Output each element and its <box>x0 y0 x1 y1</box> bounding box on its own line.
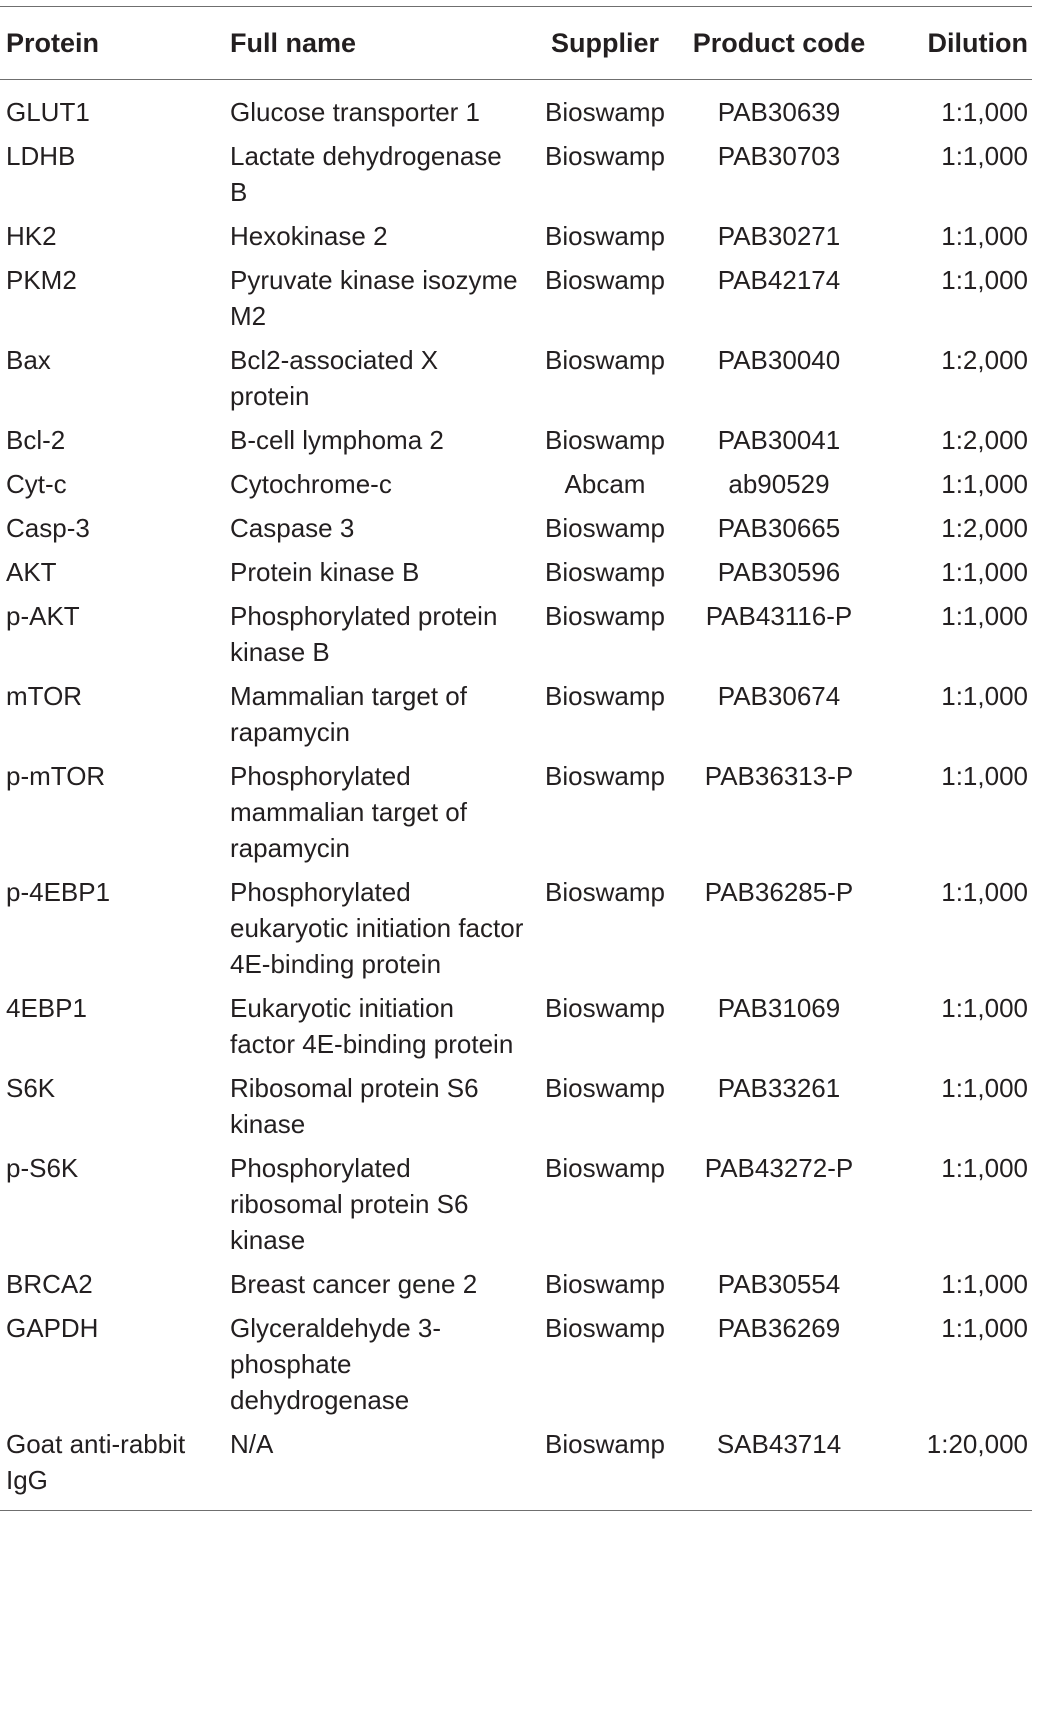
cell-protein: S6K <box>6 1073 56 1103</box>
cell-product-code: PAB30040 <box>717 345 841 375</box>
cell-protein: p-S6K <box>6 1153 79 1183</box>
table-row <box>0 674 1032 754</box>
cell-supplier: Bioswamp <box>545 681 665 711</box>
cell-full-name: Mammalian target of rapamycin <box>230 681 467 747</box>
cell-supplier: Bioswamp <box>545 993 665 1023</box>
header-product-code: Product code <box>692 28 866 58</box>
cell-full-name: Bcl2-associated X protein <box>230 345 439 411</box>
cell-full-name: Phosphorylated eukaryotic initiation factor 4E-binding protein <box>230 877 524 979</box>
cell-product-code: PAB30703 <box>717 141 841 171</box>
table-row <box>0 214 1032 258</box>
cell-product-code: PAB31069 <box>717 993 841 1023</box>
table-row <box>0 550 1032 594</box>
table-row <box>0 80 1032 135</box>
cell-protein: mTOR <box>6 681 83 711</box>
cell-full-name: Cytochrome-c <box>230 469 392 499</box>
table-row <box>0 1262 1032 1306</box>
cell-full-name: Eukaryotic initiation factor 4E-binding protein <box>230 993 514 1059</box>
cell-dilution: 1:1,000 <box>941 221 1028 251</box>
cell-dilution: 1:1,000 <box>941 993 1028 1023</box>
table-row <box>0 594 1032 674</box>
cell-supplier: Bioswamp <box>545 601 665 631</box>
header-row <box>0 7 1032 80</box>
cell-product-code: PAB43116-P <box>705 601 853 631</box>
cell-dilution: 1:1,000 <box>941 141 1028 171</box>
cell-full-name: Ribosomal protein S6 kinase <box>230 1073 479 1139</box>
cell-supplier: Bioswamp <box>545 557 665 587</box>
cell-protein: Bax <box>6 345 51 375</box>
header-dilution: Dilution <box>927 28 1028 58</box>
table-row <box>0 1066 1032 1146</box>
cell-product-code: PAB30554 <box>717 1269 841 1299</box>
cell-supplier: Abcam <box>564 469 646 499</box>
cell-product-code: PAB42174 <box>717 265 841 295</box>
cell-protein: GAPDH <box>6 1313 99 1343</box>
cell-protein: Casp-3 <box>6 513 90 543</box>
cell-protein: GLUT1 <box>6 97 90 127</box>
cell-dilution: 1:1,000 <box>941 1073 1028 1103</box>
cell-product-code: PAB30639 <box>717 97 841 127</box>
cell-protein: p-AKT <box>6 601 80 631</box>
header-full-name: Full name <box>230 28 357 58</box>
cell-dilution: 1:1,000 <box>941 1313 1028 1343</box>
cell-dilution: 1:1,000 <box>941 761 1028 791</box>
table-header <box>0 7 1032 80</box>
cell-protein: p-4EBP1 <box>6 877 111 907</box>
cell-protein: Goat anti-rabbit IgG <box>6 1429 186 1495</box>
cell-protein: AKT <box>6 557 57 587</box>
cell-product-code: PAB43272-P <box>704 1153 854 1183</box>
cell-product-code: PAB33261 <box>717 1073 841 1103</box>
table-row <box>0 462 1032 506</box>
cell-product-code: PAB36313-P <box>704 761 854 791</box>
cell-dilution: 1:1,000 <box>941 469 1028 499</box>
antibody-table <box>0 6 1032 1511</box>
cell-dilution: 1:1,000 <box>941 877 1028 907</box>
cell-product-code: PAB30674 <box>717 681 841 711</box>
cell-dilution: 1:1,000 <box>941 601 1028 631</box>
cell-full-name: B-cell lymphoma 2 <box>230 425 444 455</box>
cell-supplier: Bioswamp <box>545 877 665 907</box>
cell-dilution: 1:1,000 <box>941 1269 1028 1299</box>
cell-protein: 4EBP1 <box>6 993 87 1023</box>
cell-supplier: Bioswamp <box>545 221 665 251</box>
cell-supplier: Bioswamp <box>545 761 665 791</box>
table-row <box>0 1146 1032 1262</box>
cell-supplier: Bioswamp <box>545 1269 665 1299</box>
cell-protein: Bcl-2 <box>6 425 66 455</box>
cell-product-code: PAB36285-P <box>704 877 854 907</box>
cell-full-name: Caspase 3 <box>230 513 355 543</box>
cell-full-name: Phosphorylated mammalian target of rapamycin <box>230 761 467 863</box>
cell-dilution: 1:2,000 <box>941 513 1028 543</box>
cell-product-code: PAB30041 <box>717 425 841 455</box>
cell-supplier: Bioswamp <box>545 141 665 171</box>
cell-full-name: Pyruvate kinase isozyme M2 <box>230 265 518 331</box>
table-row <box>0 418 1032 462</box>
cell-protein: Cyt-c <box>6 469 67 499</box>
table-row <box>0 1422 1032 1511</box>
cell-dilution: 1:20,000 <box>926 1429 1028 1459</box>
cell-protein: BRCA2 <box>6 1269 93 1299</box>
cell-supplier: Bioswamp <box>545 513 665 543</box>
cell-supplier: Bioswamp <box>545 1429 665 1459</box>
cell-product-code: ab90529 <box>728 469 830 499</box>
cell-full-name: Glucose transporter 1 <box>230 97 481 127</box>
table-row <box>0 338 1032 418</box>
cell-product-code: PAB30596 <box>717 557 841 587</box>
cell-supplier: Bioswamp <box>545 1073 665 1103</box>
cell-supplier: Bioswamp <box>545 1153 665 1183</box>
cell-protein: LDHB <box>6 141 76 171</box>
table-row <box>0 134 1032 214</box>
cell-protein: p-mTOR <box>6 761 106 791</box>
cell-full-name: Phosphorylated protein kinase B <box>230 601 498 667</box>
cell-full-name: N/A <box>230 1429 274 1459</box>
cell-protein: PKM2 <box>6 265 77 295</box>
cell-product-code: PAB30665 <box>717 513 841 543</box>
cell-dilution: 1:1,000 <box>941 557 1028 587</box>
cell-supplier: Bioswamp <box>545 425 665 455</box>
cell-dilution: 1:1,000 <box>941 681 1028 711</box>
table-body <box>0 80 1032 1511</box>
table-row <box>0 754 1032 870</box>
cell-protein: HK2 <box>6 221 57 251</box>
cell-dilution: 1:2,000 <box>941 345 1028 375</box>
cell-supplier: Bioswamp <box>545 1313 665 1343</box>
table-row <box>0 986 1032 1066</box>
header-protein: Protein <box>6 28 100 58</box>
cell-product-code: SAB43714 <box>716 1429 842 1459</box>
cell-dilution: 1:2,000 <box>941 425 1028 455</box>
table-row <box>0 1306 1032 1422</box>
cell-supplier: Bioswamp <box>545 265 665 295</box>
table-row <box>0 506 1032 550</box>
cell-full-name: Breast cancer gene 2 <box>230 1269 478 1299</box>
cell-full-name: Protein kinase B <box>230 557 420 587</box>
cell-dilution: 1:1,000 <box>941 265 1028 295</box>
cell-full-name: Phosphorylated ribosomal protein S6 kinase <box>230 1153 469 1255</box>
table-row <box>0 870 1032 986</box>
cell-product-code: PAB30271 <box>717 221 841 251</box>
cell-supplier: Bioswamp <box>545 97 665 127</box>
cell-full-name: Glyceraldehyde 3-phosphate dehydrogenase <box>230 1313 441 1415</box>
table-row <box>0 258 1032 338</box>
cell-full-name: Hexokinase 2 <box>230 221 388 251</box>
cell-product-code: PAB36269 <box>717 1313 841 1343</box>
cell-dilution: 1:1,000 <box>941 97 1028 127</box>
cell-dilution: 1:1,000 <box>941 1153 1028 1183</box>
cell-full-name: Lactate dehydrogenase B <box>230 141 502 207</box>
cell-supplier: Bioswamp <box>545 345 665 375</box>
header-supplier: Supplier <box>550 28 659 58</box>
